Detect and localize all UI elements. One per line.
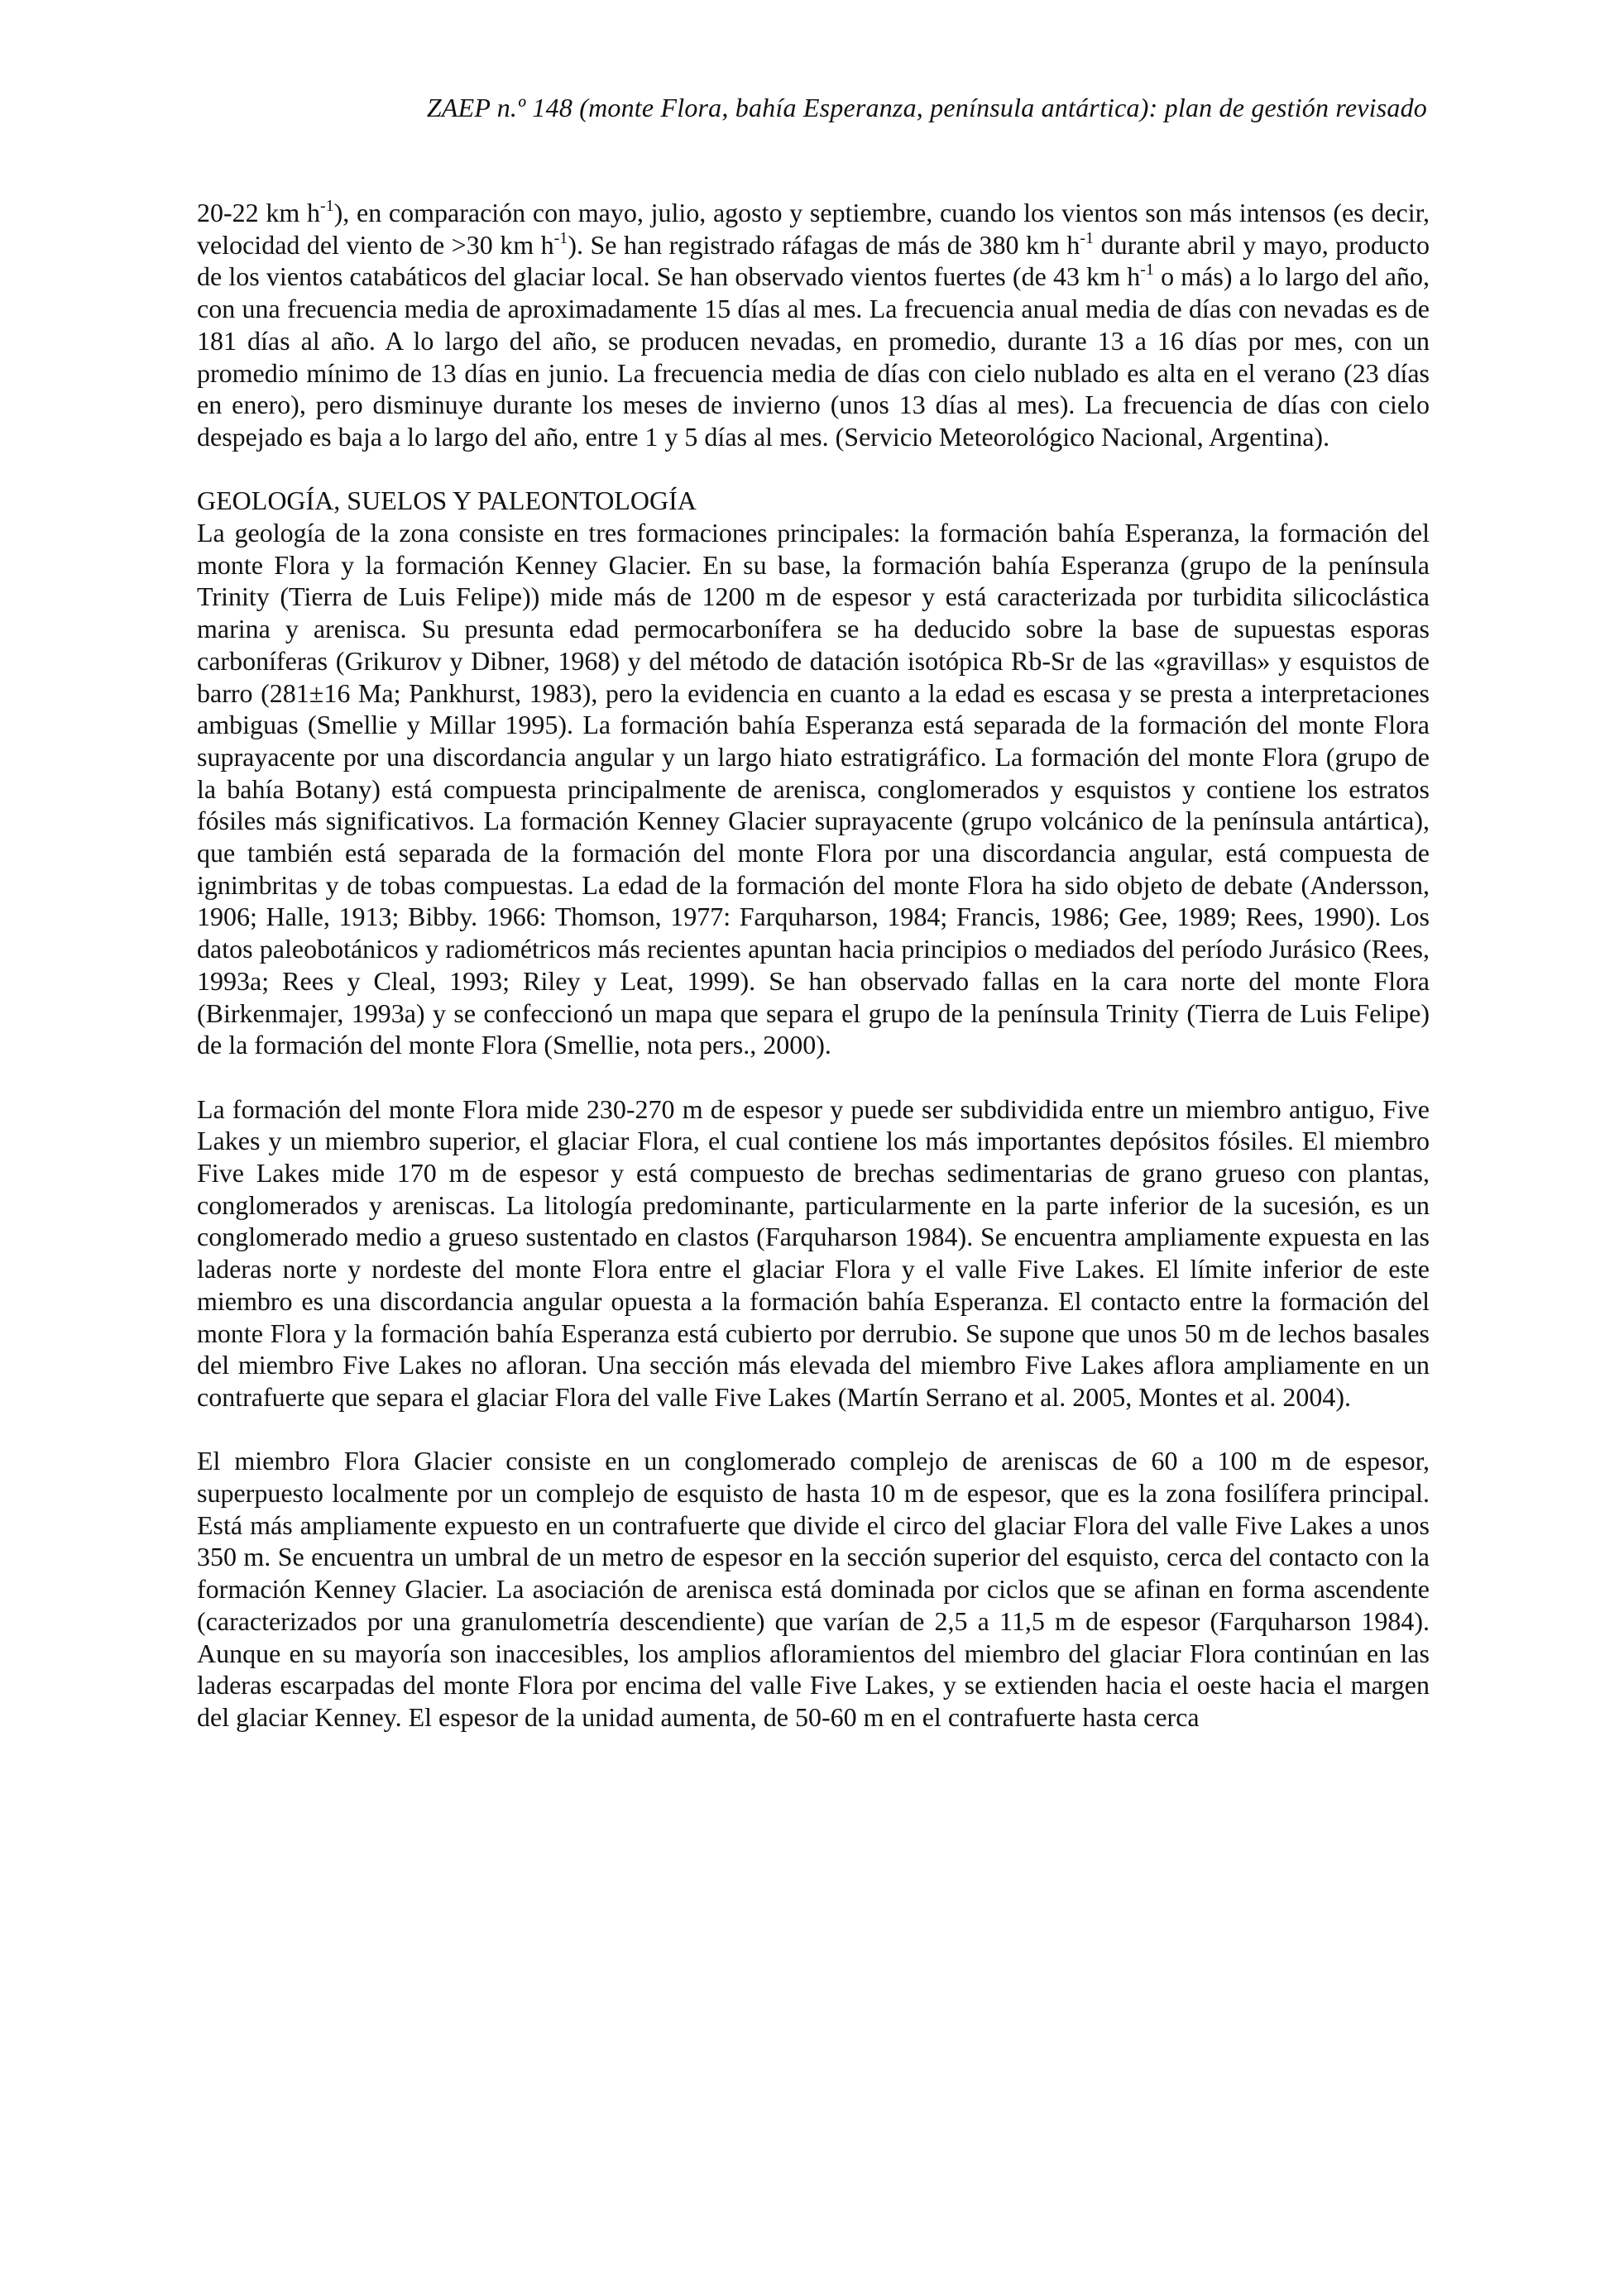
paragraph-climate	[197, 197, 1430, 453]
paragraph-flora-glacier-member: El miembro Flora Glacier consiste en un conglomerado complejo de areniscas de 60 a 100 m de espesor, superpuesto localmente por un complejo de esquisto de hasta 10 m de espesor, que es la zona fosilífera principal. Está más ampliamente expuesto en un contrafuerte que divide el circo del glaciar Flora del valle Five Lakes a unos 350 m. Se encuentra un umbral de un metro de espesor en la sección superior del esquisto, cerca del contacto con la formación Kenney Glacier. La asociación de arenisca está dominada por ciclos que se afinan en forma ascendente (caracterizados por una granulometría descendiente) que varían de 2,5 a 11,5 m de espesor (Farquharson 1984). Aunque en su mayoría son inaccesibles, los amplios afloramientos del miembro del glaciar Flora continúan en las laderas escarpadas del monte Flora por encima del valle Five Lakes, y se extienden hacia el oeste hacia el margen del glaciar Kenney. El espesor de la unidad aumenta, de 50-60 m en el contrafuerte hasta cerca	[197, 1446, 1430, 1732]
body-text	[197, 197, 1430, 1734]
paragraph-monte-flora-formation: La formación del monte Flora mide 230-270 m de espesor y puede ser subdividida entre un miembro antiguo, Five Lakes y un miembro superior, el glaciar Flora, el cual contiene los más importantes depósitos fósiles. El miembro Five Lakes mide 170 m de espesor y está compuesto de brechas sedimentarias de grano grueso con plantas, conglomerados y areniscas. La litología predominante, particularmente en la parte inferior de la sucesión, es un conglomerado medio a grueso sustentado en clastos (Farquharson 1984). Se encuentra ampliamente expuesta en las laderas norte y nordeste del monte Flora entre el glaciar Flora y el valle Five Lakes. El límite inferior de este miembro es una discordancia angular opuesta a la formación bahía Esperanza. El contacto entre la formación del monte Flora y la formación bahía Esperanza está cubierto por derrubio. Se supone que unos 50 m de lechos basales del miembro Five Lakes no afloran. Una sección más elevada del miembro Five Lakes aflora ampliamente en un contrafuerte que separa el glaciar Flora del valle Five Lakes (Martín Serrano et al. 2005, Montes et al. 2004).	[197, 1093, 1430, 1412]
text-run: ). Se han registrado ráfagas de más de 380 km h	[568, 229, 1080, 260]
superscript: -1	[319, 197, 334, 215]
section-heading: GEOLOGÍA, SUELOS Y PALEONTOLOGÍA	[197, 486, 697, 516]
text-run: 20-22 km h	[197, 198, 320, 227]
text-run: ), en comparación con mayo, julio, agosto y septiembre, cuando los vientos son más intensos (es decir, velocidad del viento de >30 km h	[197, 198, 1430, 260]
text-run: o más) a lo largo del año, con una frecuencia media de aproximadamente 15 días al mes. La frecuencia anual media de días con nevadas es de 181 días al año. A lo largo del año, se producen nevadas, en promedio, durante 13 a 16 días por mes, con un promedio mínimo de 13 días en junio. La frecuencia media de días con cielo nublado es alta en el verano (23 días en enero), pero disminuye durante los meses de invierno (unos 13 días al mes). La frecuencia de días con cielo despejado es baja a lo largo del año, entre 1 y 5 días al mes. (Servicio Meteorológico Nacional, Argentina).	[197, 261, 1430, 452]
superscript: -1	[553, 228, 568, 247]
paragraph-geology: La geología de la zona consiste en tres formaciones principales: la formación bahía Esperanza, la formación del monte Flora y la formación Kenney Glacier. En su base, la formación bahía Esperanza (grupo de la península Trinity (Tierra de Luis Felipe)) mide más de 1200 m de espesor y está caracterizada por turbidita silicoclástica marina y arenisca. Su presunta edad permocarbonífera se ha deducido sobre la base de supuestas esporas carboníferas (Grikurov y Dibner, 1968) y del método de datación isotópica Rb-Sr de las «gravillas» y esquistos de barro (281±16 Ma; Pankhurst, 1983), pero la evidencia en cuanto a la edad es escasa y se presta a interpretaciones ambiguas (Smellie y Millar 1995). La formación bahía Esperanza está separada de la formación del monte Flora suprayacente por una discordancia angular y un largo hiato estratigráfico. La formación del monte Flora (grupo de la bahía Botany) está compuesta principalmente de arenisca, conglomerados y esquistos y contiene los estratos fósiles más significativos. La formación Kenney Glacier suprayacente (grupo volcánico de la península antártica), que también está separada de la formación del monte Flora por una discordancia angular, está compuesta de ignimbritas y de tobas compuestas. La edad de la formación del monte Flora ha sido objeto de debate (Andersson, 1906; Halle, 1913; Bibby. 1966: Thomson, 1977: Farquharson, 1984; Francis, 1986; Gee, 1989; Rees, 1990). Los datos paleobotánicos y radiométricos más recientes apuntan hacia principios o mediados del período Jurásico (Rees, 1993a; Rees y Cleal, 1993; Riley y Leat, 1999). Se han observado fallas en la cara norte del monte Flora (Birkenmajer, 1993a) y se confeccionó un mapa que separa el grupo de la península Trinity (Tierra de Luis Felipe) de la formación del monte Flora (Smellie, nota pers., 2000).	[197, 518, 1430, 1060]
running-header: ZAEP n.º 148 (monte Flora, bahía Esperanza, península antártica): plan de gestión revisado	[426, 93, 1427, 122]
superscript: -1	[1080, 228, 1095, 247]
text-run: durante abril y mayo, producto de los vientos catabáticos del glaciar local. Se han observado vientos fuertes (de 43 km h	[197, 229, 1430, 292]
superscript: -1	[1140, 261, 1154, 280]
